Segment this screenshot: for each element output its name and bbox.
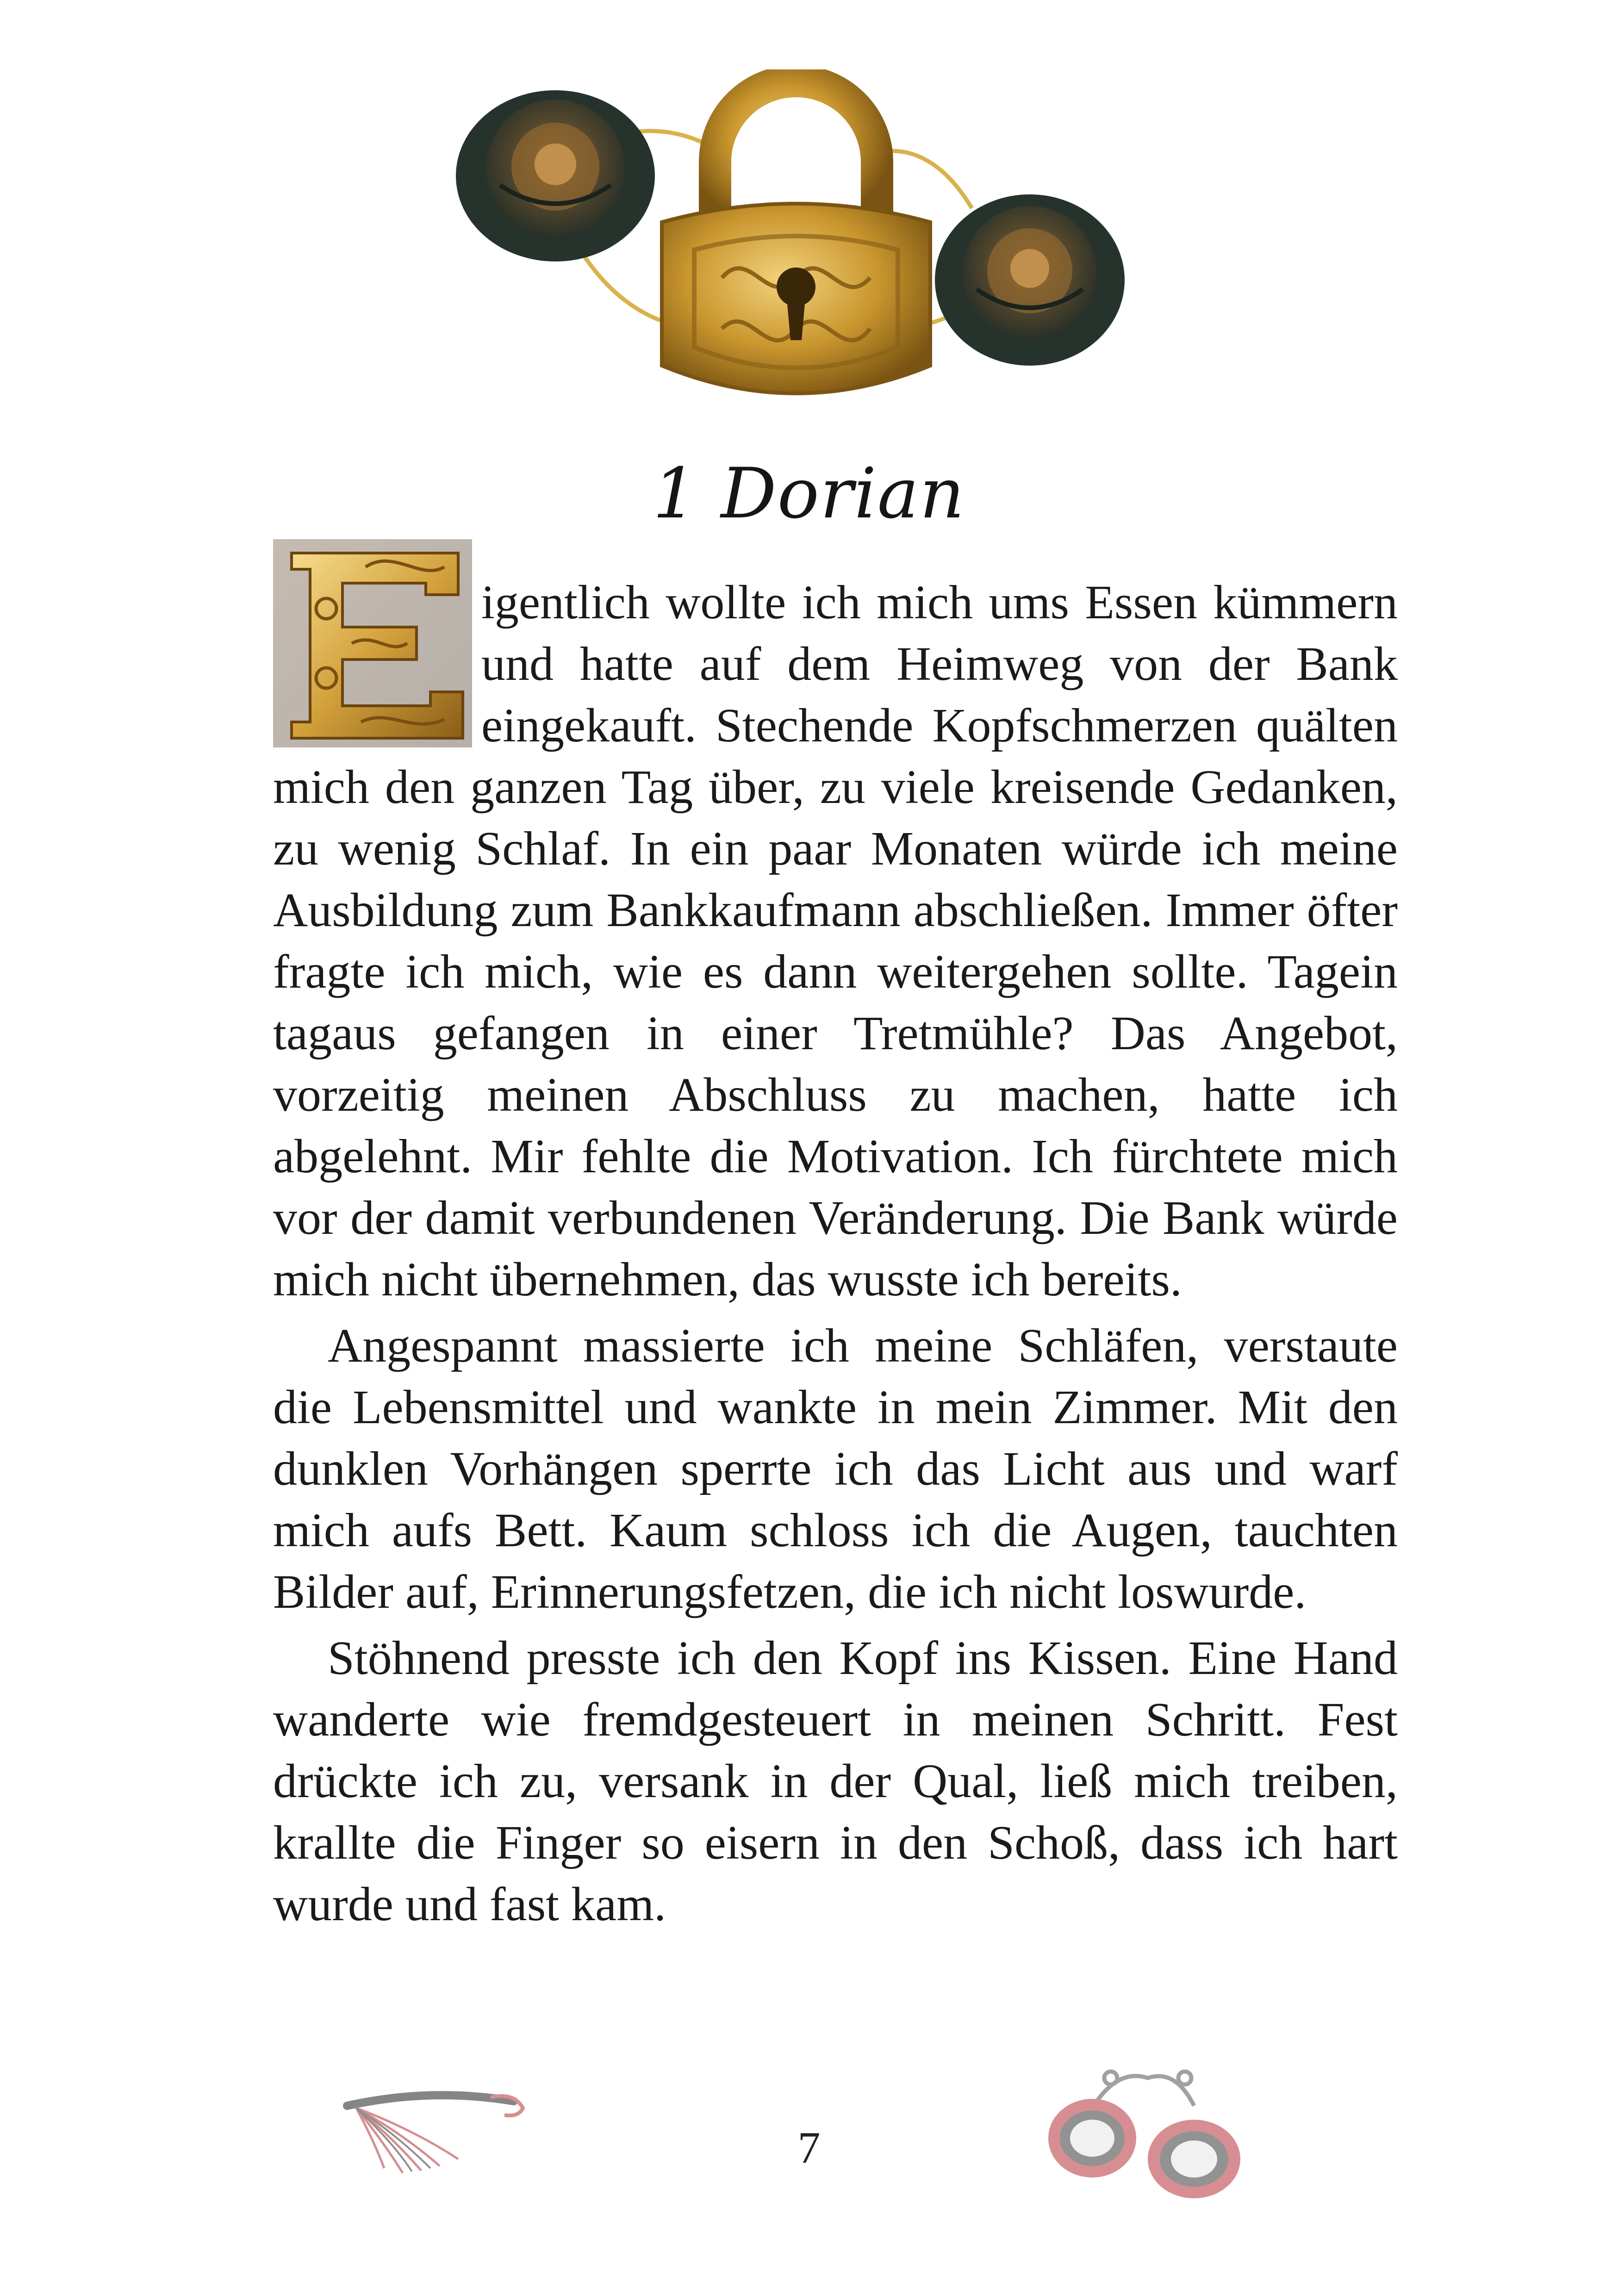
paragraph-1: igentlich wollte ich mich ums Essen kümmern und hatte auf dem Heimweg von der Bank eingekauft. Stechende Kopfschmerzen quälten mich den ganzen Tag über, zu viele kreisende Gedanken, zu wenig Schlaf. In ein paar Monaten würde ich meine Ausbildung zum Bankkaufmann abschließen. Immer öfter fragte ich mich, wie es dann weitergehen sollte. Tagein tagaus gefangen in einer Tretmühle? Das Angebot, vorzeitig meinen Abschluss zu machen, hatte ich abgelehnt. Mir fehlte die Motivation. Ich fürchtete mich vor der damit verbundenen Veränderung. Die Bank würde mich nicht übernehmen, das wusste ich bereits. [273,576,1398,1306]
rose-right [935,194,1125,366]
paragraph-2: Angespannt massierte ich meine Schläfen, verstaute die Lebensmittel und wankte in mein Zimmer. Mit den dunklen Vorhängen sperrte ich das Licht aus und warf mich aufs Bett. Kaum schloss ich die Augen, tauchten Bilder auf, Erinnerungsfetzen, die ich nicht loswurde. [273,1319,1398,1618]
cuff-left [1048,2099,1136,2178]
padlock-roses-icon [444,69,1148,421]
chapter-title: 1 Dorian [653,454,965,534]
rose-left [456,90,655,261]
page-number: 7 [797,2123,821,2173]
padlock-body [662,204,930,393]
cuff-right [1148,2120,1240,2198]
handcuffs-icon [1041,2060,1254,2203]
paragraph-3: Stöhnend presste ich den Kopf ins Kissen. Eine Hand wanderte wie fremdgesteuert in meinen Schritt. Fest drückte ich zu, versank in der Qual, ließ mich treiben, krallte die Finger so eisern in den Schoß, dass ich hart wurde und fast kam. [273,1631,1398,1931]
body-text [273,572,1398,1935]
